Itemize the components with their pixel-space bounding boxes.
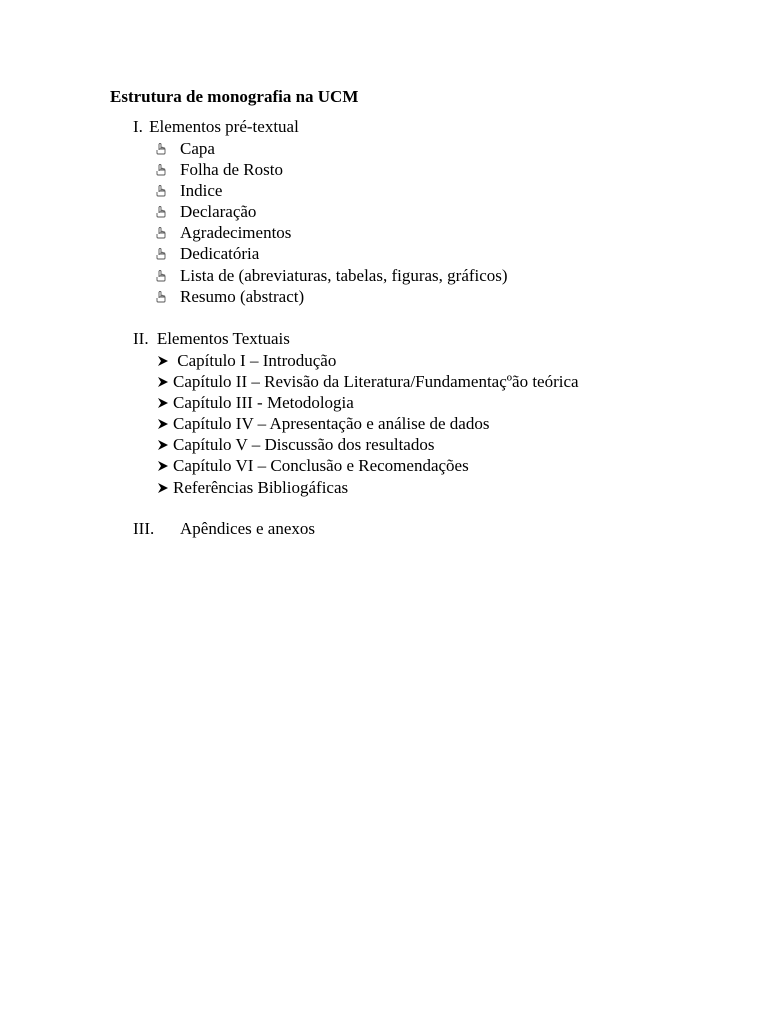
section-1-heading <box>133 117 299 137</box>
list-item: Capítulo II – Revisão da Literatura/Fundamentaçºão teórica <box>157 371 579 392</box>
arrowhead-icon <box>157 418 169 430</box>
list-item: Referências Bibliogáficas <box>157 477 579 498</box>
list-item: Capítulo III - Metodologia <box>157 392 579 413</box>
section-2-title: Elementos Textuais <box>156 329 290 348</box>
list-item: Capítulo V – Discussão dos resultados <box>157 434 579 455</box>
arrowhead-icon <box>157 376 169 388</box>
arrowhead-icon <box>157 460 169 472</box>
pointing-hand-icon <box>156 164 166 176</box>
list-item: Capítulo VI – Conclusão e Recomendações <box>157 455 579 476</box>
pointing-hand-icon <box>156 227 166 239</box>
list-item: Capa <box>156 138 508 159</box>
list-item: Folha de Rosto <box>156 159 508 180</box>
list-item: Agradecimentos <box>156 222 508 243</box>
document-title: Estrutura de monografia na UCM <box>110 87 359 106</box>
arrowhead-icon <box>157 397 169 409</box>
arrowhead-icon <box>157 355 169 367</box>
pointing-hand-icon <box>156 248 166 260</box>
arrowhead-icon <box>157 482 169 494</box>
list-item: Capítulo I – Introdução <box>157 350 579 371</box>
section-3-heading <box>133 519 315 539</box>
list-item: Dedicatória <box>156 243 508 264</box>
pointing-hand-icon <box>156 270 166 282</box>
list-item: Resumo (abstract) <box>156 286 508 307</box>
pointing-hand-icon <box>156 143 166 155</box>
pointing-hand-icon <box>156 291 166 303</box>
section-1-title: Elementos pré-textual <box>149 117 299 136</box>
pointing-hand-icon <box>156 206 166 218</box>
section-2-number: II. <box>133 329 149 348</box>
list-item: Lista de (abreviaturas, tabelas, figuras, gráficos) <box>156 265 508 286</box>
list-item: Declaração <box>156 201 508 222</box>
arrowhead-icon <box>157 439 169 451</box>
section-2-list <box>157 350 579 498</box>
list-item: Indice <box>156 180 508 201</box>
list-item: Capítulo IV – Apresentação e análise de dados <box>157 413 579 434</box>
section-2-heading <box>133 329 290 349</box>
section-3-title: Apêndices e anexos <box>180 519 316 538</box>
section-1-list <box>156 138 508 307</box>
pointing-hand-icon <box>156 185 166 197</box>
section-1-number: I. <box>133 117 143 136</box>
section-3-number: III. <box>133 519 155 538</box>
